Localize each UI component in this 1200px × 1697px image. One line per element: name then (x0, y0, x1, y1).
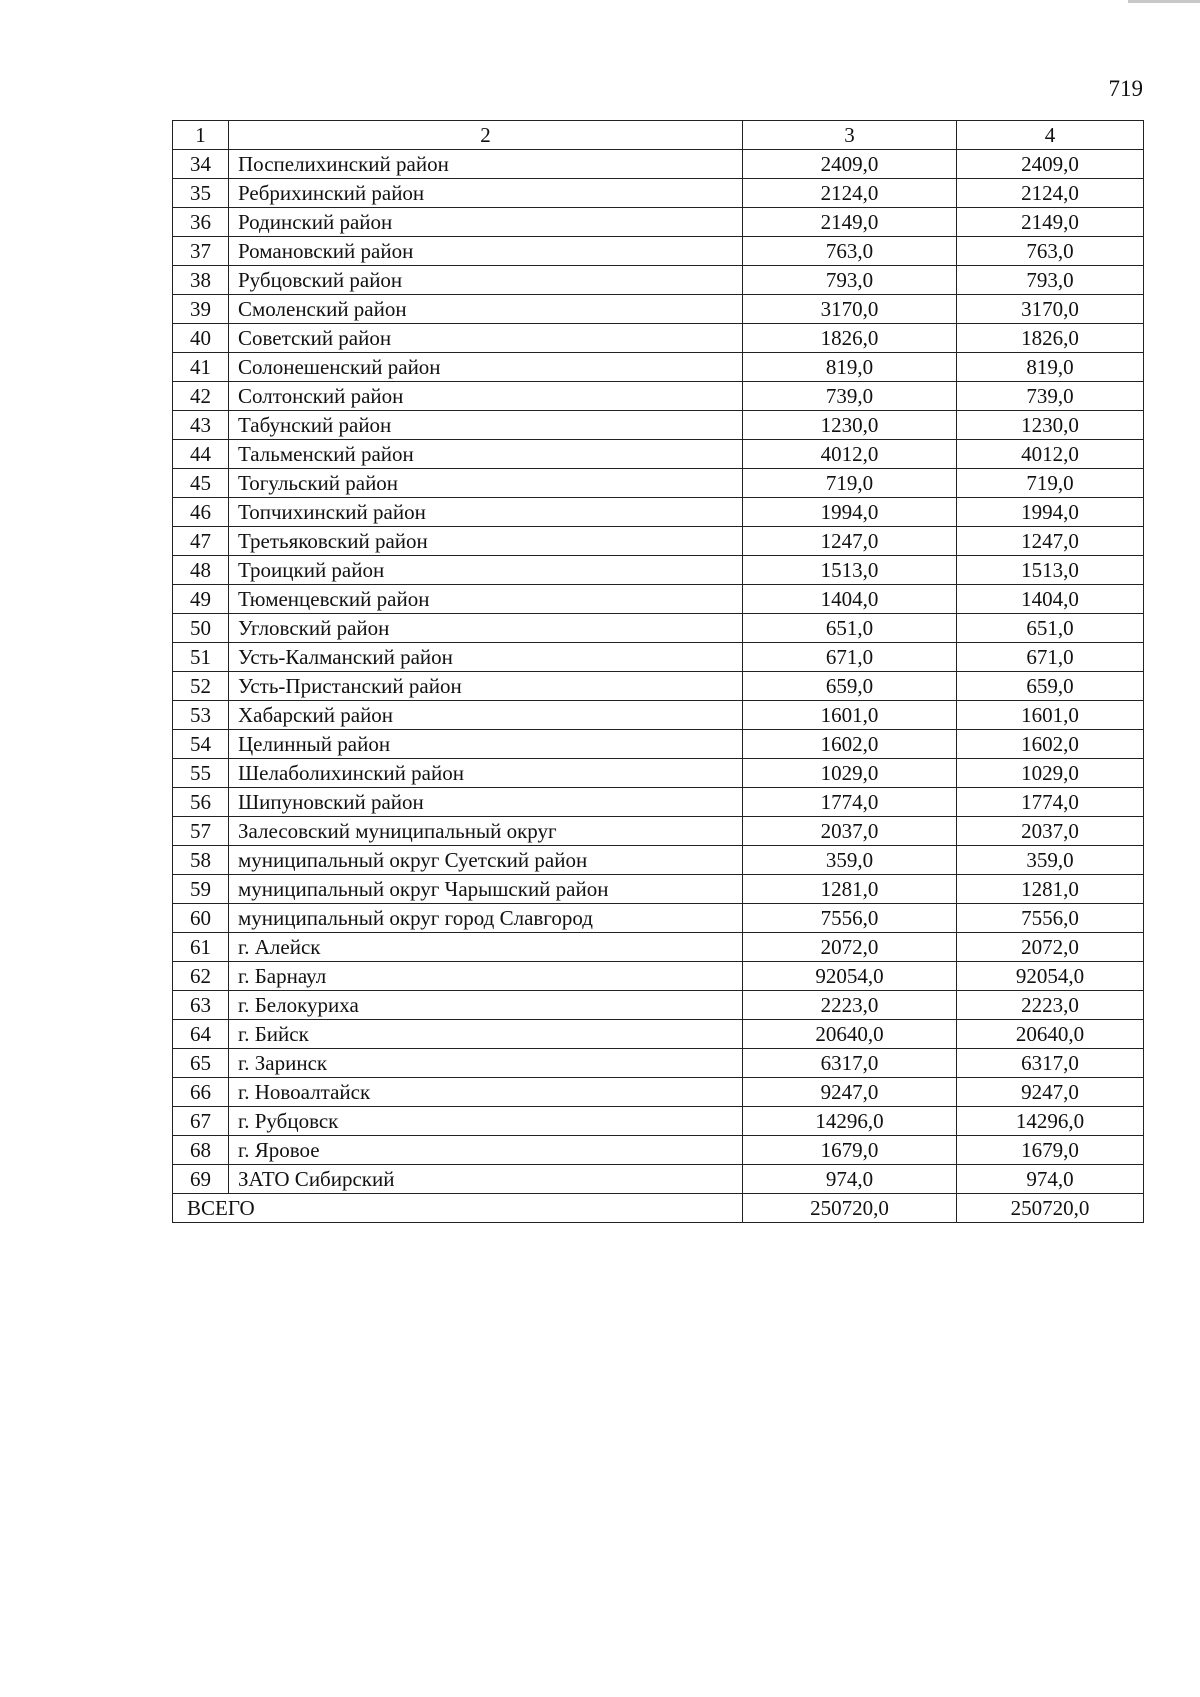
col4-value-cell: 1247,0 (957, 527, 1144, 556)
municipality-name-cell: муниципальный округ город Славгород (229, 904, 743, 933)
municipality-name-cell: г. Алейск (229, 933, 743, 962)
col3-value-cell: 2149,0 (743, 208, 957, 237)
row-number-cell: 63 (173, 991, 229, 1020)
row-number-cell: 65 (173, 1049, 229, 1078)
municipality-name-cell: Романовский район (229, 237, 743, 266)
col4-value-cell: 1281,0 (957, 875, 1144, 904)
row-number-cell: 67 (173, 1107, 229, 1136)
row-number-cell: 47 (173, 527, 229, 556)
header-col-2: 2 (229, 121, 743, 150)
row-number-cell: 51 (173, 643, 229, 672)
col3-value-cell: 1774,0 (743, 788, 957, 817)
col3-value-cell: 763,0 (743, 237, 957, 266)
col3-value-cell: 3170,0 (743, 295, 957, 324)
row-number-cell: 68 (173, 1136, 229, 1165)
municipality-name-cell: ЗАТО Сибирский (229, 1165, 743, 1194)
col3-value-cell: 1601,0 (743, 701, 957, 730)
municipality-name-cell: г. Новоалтайск (229, 1078, 743, 1107)
municipality-name-cell: Тальменский район (229, 440, 743, 469)
col4-value-cell: 2072,0 (957, 933, 1144, 962)
municipality-name-cell: Топчихинский район (229, 498, 743, 527)
col3-value-cell: 671,0 (743, 643, 957, 672)
table-row (173, 266, 1144, 295)
col4-value-cell: 671,0 (957, 643, 1144, 672)
col3-value-cell: 1230,0 (743, 411, 957, 440)
col4-value-cell: 1826,0 (957, 324, 1144, 353)
col4-value-cell: 7556,0 (957, 904, 1144, 933)
row-number-cell: 53 (173, 701, 229, 730)
col4-value-cell: 719,0 (957, 469, 1144, 498)
row-number-cell: 55 (173, 759, 229, 788)
municipality-name-cell: Третьяковский район (229, 527, 743, 556)
col3-value-cell: 2124,0 (743, 179, 957, 208)
col4-value-cell: 739,0 (957, 382, 1144, 411)
table-row (173, 846, 1144, 875)
table-row (173, 527, 1144, 556)
municipality-name-cell: Угловский район (229, 614, 743, 643)
col3-value-cell: 7556,0 (743, 904, 957, 933)
col4-value-cell: 2149,0 (957, 208, 1144, 237)
row-number-cell: 44 (173, 440, 229, 469)
row-number-cell: 39 (173, 295, 229, 324)
municipality-name-cell: Советский район (229, 324, 743, 353)
municipality-name-cell: Тогульский район (229, 469, 743, 498)
row-number-cell: 37 (173, 237, 229, 266)
row-number-cell: 50 (173, 614, 229, 643)
row-number-cell: 42 (173, 382, 229, 411)
table-row (173, 295, 1144, 324)
col3-value-cell: 9247,0 (743, 1078, 957, 1107)
col3-value-cell: 1602,0 (743, 730, 957, 759)
row-number-cell: 49 (173, 585, 229, 614)
municipality-name-cell: г. Белокуриха (229, 991, 743, 1020)
row-number-cell: 57 (173, 817, 229, 846)
col3-value-cell: 1513,0 (743, 556, 957, 585)
table-row (173, 208, 1144, 237)
row-number-cell: 48 (173, 556, 229, 585)
col4-value-cell: 1404,0 (957, 585, 1144, 614)
col3-value-cell: 1404,0 (743, 585, 957, 614)
col3-value-cell: 739,0 (743, 382, 957, 411)
col4-value-cell: 14296,0 (957, 1107, 1144, 1136)
col4-value-cell: 1994,0 (957, 498, 1144, 527)
col3-value-cell: 1994,0 (743, 498, 957, 527)
row-number-cell: 59 (173, 875, 229, 904)
col4-value-cell: 1679,0 (957, 1136, 1144, 1165)
municipality-name-cell: Хабарский район (229, 701, 743, 730)
row-number-cell: 66 (173, 1078, 229, 1107)
col3-value-cell: 1029,0 (743, 759, 957, 788)
col4-value-cell: 2409,0 (957, 150, 1144, 179)
municipality-name-cell: Смоленский район (229, 295, 743, 324)
municipality-name-cell: Шелаболихинский район (229, 759, 743, 788)
municipality-name-cell: Троицкий район (229, 556, 743, 585)
row-number-cell: 54 (173, 730, 229, 759)
col3-value-cell: 819,0 (743, 353, 957, 382)
col4-value-cell: 763,0 (957, 237, 1144, 266)
col4-value-cell: 6317,0 (957, 1049, 1144, 1078)
col4-value-cell: 2037,0 (957, 817, 1144, 846)
table-row (173, 353, 1144, 382)
col3-value-cell: 2223,0 (743, 991, 957, 1020)
header-col-1: 1 (173, 121, 229, 150)
col3-value-cell: 793,0 (743, 266, 957, 295)
table-row (173, 1136, 1144, 1165)
col3-value-cell: 1679,0 (743, 1136, 957, 1165)
table-row (173, 788, 1144, 817)
municipality-name-cell: Поспелихинский район (229, 150, 743, 179)
table-row (173, 324, 1144, 353)
municipality-name-cell: Тюменцевский район (229, 585, 743, 614)
data-table (172, 120, 1144, 1223)
col4-value-cell: 1774,0 (957, 788, 1144, 817)
col4-value-cell: 651,0 (957, 614, 1144, 643)
total-label: ВСЕГО (173, 1194, 743, 1223)
municipality-name-cell: Усть-Калманский район (229, 643, 743, 672)
row-number-cell: 46 (173, 498, 229, 527)
col4-value-cell: 659,0 (957, 672, 1144, 701)
row-number-cell: 52 (173, 672, 229, 701)
table-body (173, 121, 1144, 1223)
scan-edge-mark (1128, 0, 1200, 3)
row-number-cell: 45 (173, 469, 229, 498)
table-row (173, 817, 1144, 846)
col4-value-cell: 20640,0 (957, 1020, 1144, 1049)
municipality-name-cell: муниципальный округ Чарышский район (229, 875, 743, 904)
row-number-cell: 61 (173, 933, 229, 962)
table-header-row (173, 121, 1144, 150)
table-row (173, 469, 1144, 498)
table-row (173, 556, 1144, 585)
col3-value-cell: 2037,0 (743, 817, 957, 846)
table-row (173, 237, 1144, 266)
table-row (173, 411, 1144, 440)
row-number-cell: 38 (173, 266, 229, 295)
col3-value-cell: 1826,0 (743, 324, 957, 353)
col3-value-cell: 1247,0 (743, 527, 957, 556)
municipality-name-cell: Табунский район (229, 411, 743, 440)
page-number: 719 (1108, 76, 1143, 101)
col3-value-cell: 651,0 (743, 614, 957, 643)
col4-value-cell: 1029,0 (957, 759, 1144, 788)
col4-value-cell: 4012,0 (957, 440, 1144, 469)
table-row (173, 759, 1144, 788)
col3-value-cell: 719,0 (743, 469, 957, 498)
total-row (173, 1194, 1144, 1223)
municipality-name-cell: Усть-Пристанский район (229, 672, 743, 701)
col3-value-cell: 659,0 (743, 672, 957, 701)
row-number-cell: 69 (173, 1165, 229, 1194)
table-row (173, 1107, 1144, 1136)
col4-value-cell: 359,0 (957, 846, 1144, 875)
municipality-name-cell: Шипуновский район (229, 788, 743, 817)
col4-value-cell: 1601,0 (957, 701, 1144, 730)
municipality-name-cell: Солтонский район (229, 382, 743, 411)
col3-value-cell: 92054,0 (743, 962, 957, 991)
col4-value-cell: 1230,0 (957, 411, 1144, 440)
col4-value-cell: 3170,0 (957, 295, 1144, 324)
col3-value-cell: 14296,0 (743, 1107, 957, 1136)
table-row (173, 730, 1144, 759)
col3-value-cell: 6317,0 (743, 1049, 957, 1078)
row-number-cell: 41 (173, 353, 229, 382)
table-row (173, 991, 1144, 1020)
table-row (173, 701, 1144, 730)
col4-value-cell: 974,0 (957, 1165, 1144, 1194)
col3-value-cell: 974,0 (743, 1165, 957, 1194)
header-col-4: 4 (957, 121, 1144, 150)
municipality-name-cell: Рубцовский район (229, 266, 743, 295)
table-row (173, 585, 1144, 614)
col3-value-cell: 1281,0 (743, 875, 957, 904)
table-row (173, 933, 1144, 962)
total-col4-cell: 250720,0 (957, 1194, 1144, 1223)
municipality-name-cell: Ребрихинский район (229, 179, 743, 208)
table-row (173, 875, 1144, 904)
municipality-name-cell: Родинский район (229, 208, 743, 237)
municipality-name-cell: Солонешенский район (229, 353, 743, 382)
header-col-3: 3 (743, 121, 957, 150)
row-number-cell: 56 (173, 788, 229, 817)
col3-value-cell: 4012,0 (743, 440, 957, 469)
table-row (173, 179, 1144, 208)
municipality-name-cell: г. Барнаул (229, 962, 743, 991)
col4-value-cell: 1513,0 (957, 556, 1144, 585)
row-number-cell: 40 (173, 324, 229, 353)
municipality-name-cell: Целинный район (229, 730, 743, 759)
table-row (173, 1165, 1144, 1194)
row-number-cell: 64 (173, 1020, 229, 1049)
table-row (173, 440, 1144, 469)
municipality-name-cell: г. Бийск (229, 1020, 743, 1049)
table-row (173, 1049, 1144, 1078)
row-number-cell: 62 (173, 962, 229, 991)
table-row (173, 382, 1144, 411)
table-row (173, 150, 1144, 179)
table-row (173, 643, 1144, 672)
row-number-cell: 43 (173, 411, 229, 440)
col4-value-cell: 819,0 (957, 353, 1144, 382)
col4-value-cell: 9247,0 (957, 1078, 1144, 1107)
table-row (173, 1020, 1144, 1049)
row-number-cell: 36 (173, 208, 229, 237)
col4-value-cell: 1602,0 (957, 730, 1144, 759)
row-number-cell: 60 (173, 904, 229, 933)
col3-value-cell: 20640,0 (743, 1020, 957, 1049)
row-number-cell: 35 (173, 179, 229, 208)
municipality-name-cell: Залесовский муниципальный округ (229, 817, 743, 846)
municipality-name-cell: муниципальный округ Суетский район (229, 846, 743, 875)
table-row (173, 962, 1144, 991)
table-row (173, 904, 1144, 933)
municipality-name-cell: г. Заринск (229, 1049, 743, 1078)
municipality-name-cell: г. Рубцовск (229, 1107, 743, 1136)
table-row (173, 672, 1144, 701)
col4-value-cell: 2124,0 (957, 179, 1144, 208)
table-row (173, 1078, 1144, 1107)
col4-value-cell: 92054,0 (957, 962, 1144, 991)
table-row (173, 614, 1144, 643)
col4-value-cell: 2223,0 (957, 991, 1144, 1020)
col3-value-cell: 2072,0 (743, 933, 957, 962)
row-number-cell: 34 (173, 150, 229, 179)
table-row (173, 498, 1144, 527)
col3-value-cell: 2409,0 (743, 150, 957, 179)
col4-value-cell: 793,0 (957, 266, 1144, 295)
total-col3-cell: 250720,0 (743, 1194, 957, 1223)
row-number-cell: 58 (173, 846, 229, 875)
municipality-name-cell: г. Яровое (229, 1136, 743, 1165)
col3-value-cell: 359,0 (743, 846, 957, 875)
